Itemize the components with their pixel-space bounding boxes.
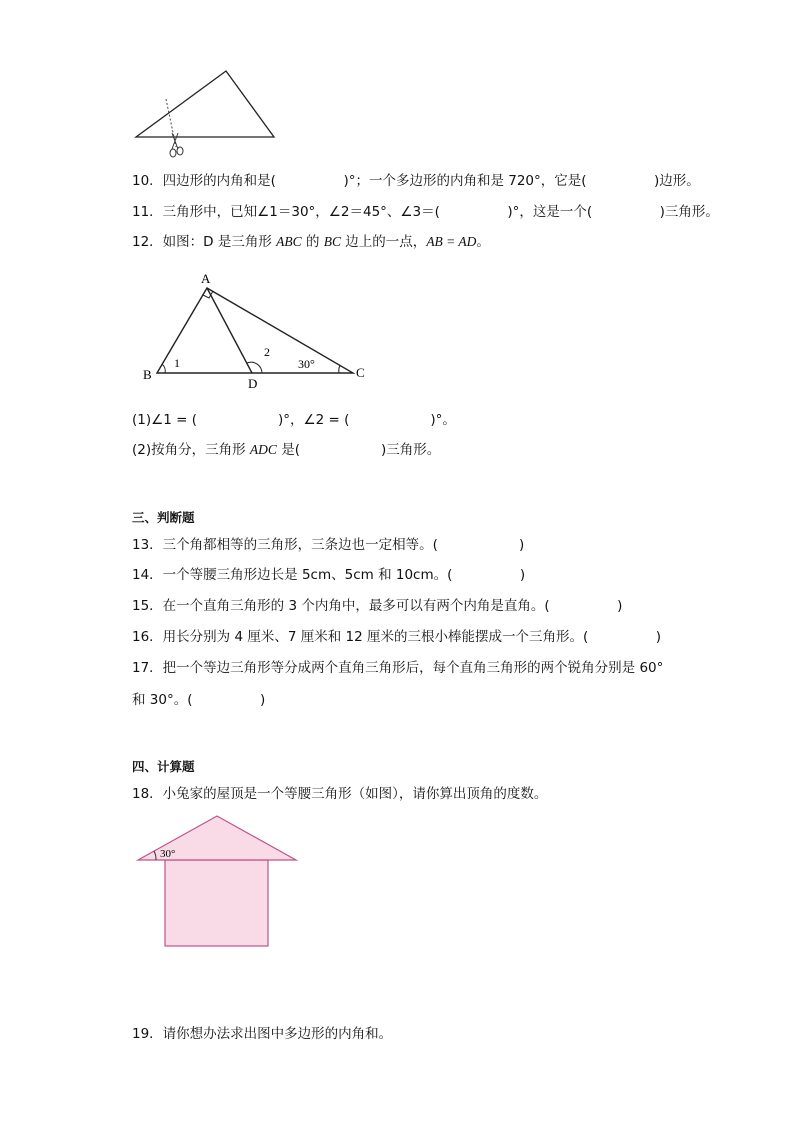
q12-eq: AB = AD bbox=[426, 234, 477, 249]
question-17-line1: 17．把一个等边三角形等分成两个直角三角形后，每个直角三角形的两个锐角分别是 60° bbox=[132, 660, 664, 676]
question-16: 16．用长分别为 4 厘米、7 厘米和 12 厘米的三根小棒能摆成一个三角形。( ) bbox=[132, 629, 662, 645]
label-b: B bbox=[143, 367, 152, 382]
cut-triangle-figure bbox=[130, 65, 290, 160]
q12-mid2: 边上的一点， bbox=[341, 234, 427, 250]
section-4-title: 四、计算题 bbox=[132, 759, 195, 774]
question-10: 10．四边形的内角和是( )°；一个多边形的内角和是 720°，它是( )边形。 bbox=[132, 173, 700, 189]
question-17-line2: 和 30°。( ) bbox=[132, 692, 266, 708]
label-a: A bbox=[201, 271, 211, 286]
q12-mid1: 的 bbox=[301, 234, 324, 250]
house-body bbox=[165, 860, 268, 946]
question-12-sub2 bbox=[132, 441, 440, 459]
question-19: 19．请你想办法求出图中多边形的内角和。 bbox=[132, 1026, 393, 1042]
q12-prefix: 12．如图：D 是三角形 bbox=[132, 234, 277, 250]
question-18: 18．小兔家的屋顶是一个等腰三角形（如图），请你算出顶角的度数。 bbox=[132, 786, 548, 802]
label-c: C bbox=[356, 365, 365, 380]
question-12-sub1: (1)∠1 = ( )°，∠2 = ( )°。 bbox=[132, 412, 456, 428]
question-13: 13．三个角都相等的三角形，三条边也一定相等。( ) bbox=[132, 537, 525, 553]
section-3-title: 三、判断题 bbox=[132, 510, 195, 525]
q12-sub2-adc: ADC bbox=[249, 442, 277, 457]
triangle-abc-figure bbox=[135, 268, 375, 393]
label-angle-30: 30° bbox=[298, 357, 315, 371]
question-15: 15．在一个直角三角形的 3 个内角中，最多可以有两个内角是直角。( ) bbox=[132, 598, 623, 614]
q12-bc: BC bbox=[323, 234, 342, 249]
label-d: D bbox=[248, 376, 258, 391]
house-figure bbox=[132, 810, 302, 952]
q12-sub2-post: 是( )三角形。 bbox=[276, 442, 441, 458]
question-11: 11．三角形中，已知∠1＝30°，∠2＝45°、∠3＝( )°，这是一个( )三角形。 bbox=[132, 204, 719, 220]
q12-sub2-pre: (2)按角分，三角形 bbox=[132, 442, 250, 458]
question-12 bbox=[132, 233, 490, 251]
q12-abc: ABC bbox=[276, 234, 302, 249]
angle-30-arc bbox=[339, 365, 340, 373]
q12-end: 。 bbox=[476, 234, 490, 250]
triangle-shape bbox=[136, 71, 274, 137]
triangle-abc bbox=[157, 288, 353, 373]
angle-1-arc bbox=[162, 364, 165, 373]
label-angle-1: 1 bbox=[174, 356, 180, 370]
roof-angle-label: 30° bbox=[160, 848, 176, 860]
label-angle-2: 2 bbox=[264, 345, 270, 359]
question-14: 14．一个等腰三角形边长是 5cm、5cm 和 10cm。( ) bbox=[132, 567, 526, 583]
